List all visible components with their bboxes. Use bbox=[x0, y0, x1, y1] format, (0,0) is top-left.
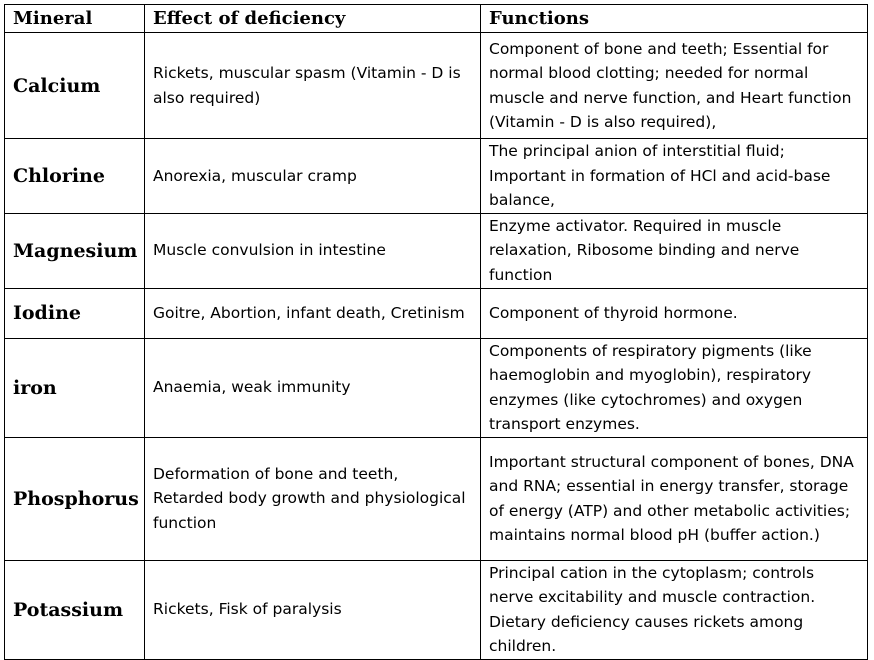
mineral-functions: Principal cation in the cytoplasm; controls nerve excitability and muscle contraction. Dietary deficiency causes rickets among children. bbox=[481, 560, 868, 659]
table-row bbox=[5, 560, 868, 659]
header-row bbox=[5, 5, 868, 33]
mineral-name: Chlorine bbox=[5, 139, 145, 214]
table-row bbox=[5, 288, 868, 338]
deficiency-effect: Rickets, Fisk of paralysis bbox=[145, 560, 481, 659]
mineral-functions: Component of thyroid hormone. bbox=[481, 288, 868, 338]
mineral-name: Calcium bbox=[5, 33, 145, 139]
table-row bbox=[5, 437, 868, 560]
table-row bbox=[5, 213, 868, 288]
mineral-name: Iodine bbox=[5, 288, 145, 338]
mineral-functions: The principal anion of interstitial fluid; Important in formation of HCl and acid-base balance, bbox=[481, 139, 868, 214]
mineral-functions: Enzyme activator. Required in muscle relaxation, Ribosome binding and nerve function bbox=[481, 213, 868, 288]
mineral-name: Phosphorus bbox=[5, 437, 145, 560]
mineral-name: Potassium bbox=[5, 560, 145, 659]
mineral-name: iron bbox=[5, 338, 145, 437]
mineral-functions: Component of bone and teeth; Essential for normal blood clotting; needed for normal muscle and nerve function, and Heart function (Vitamin - D is also required), bbox=[481, 33, 868, 139]
mineral-name: Magnesium bbox=[5, 213, 145, 288]
table-row bbox=[5, 338, 868, 437]
table-row bbox=[5, 139, 868, 214]
deficiency-effect: Deformation of bone and teeth, Retarded body growth and physiological function bbox=[145, 437, 481, 560]
minerals-table bbox=[4, 4, 868, 660]
deficiency-effect: Muscle convulsion in intestine bbox=[145, 213, 481, 288]
deficiency-effect: Goitre, Abortion, infant death, Cretinism bbox=[145, 288, 481, 338]
header-mineral: Mineral bbox=[5, 5, 145, 33]
table-row bbox=[5, 33, 868, 139]
header-functions: Functions bbox=[481, 5, 868, 33]
deficiency-effect: Anorexia, muscular cramp bbox=[145, 139, 481, 214]
header-effect: Effect of deficiency bbox=[145, 5, 481, 33]
deficiency-effect: Anaemia, weak immunity bbox=[145, 338, 481, 437]
mineral-functions: Important structural component of bones, DNA and RNA; essential in energy transfer, storage of energy (ATP) and other metabolic activities; maintains normal blood pH (buffer action.) bbox=[481, 437, 868, 560]
deficiency-effect: Rickets, muscular spasm (Vitamin - D is also required) bbox=[145, 33, 481, 139]
mineral-functions: Components of respiratory pigments (like haemoglobin and myoglobin), respiratory enzymes (like cytochromes) and oxygen transport enzymes. bbox=[481, 338, 868, 437]
